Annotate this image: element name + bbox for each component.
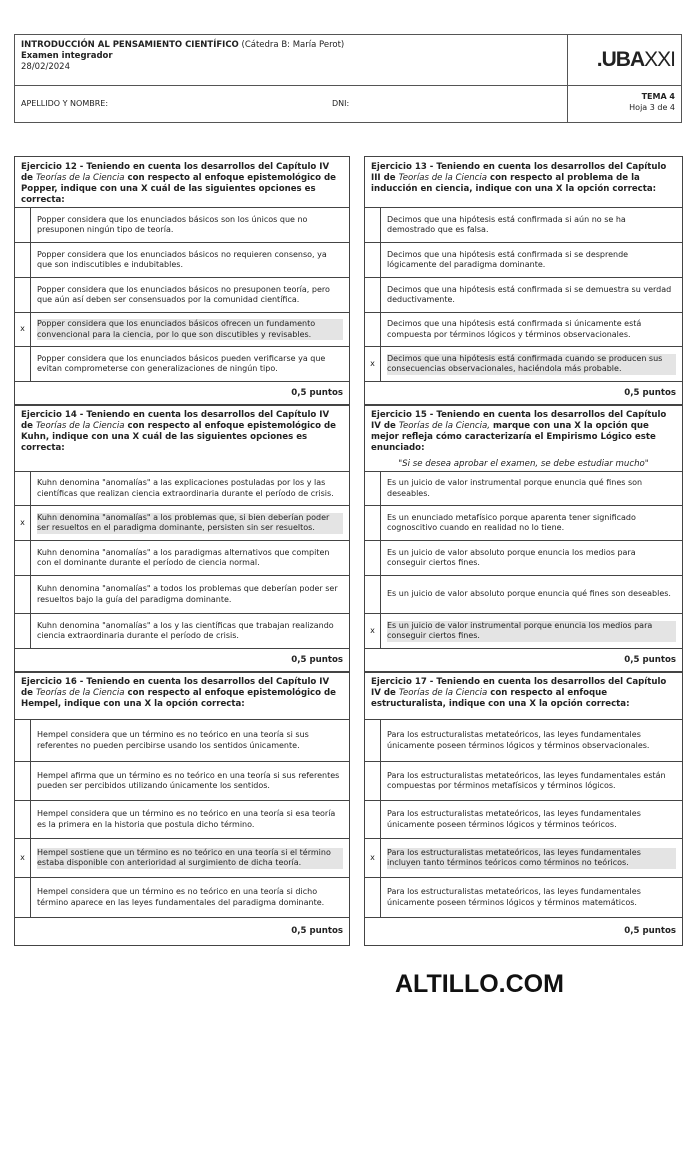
- option-text: Kuhn denomina "anomalías" a todos los problemas que deberían poder ser resueltos bajo la guía del paradigma dominante.: [37, 584, 338, 604]
- option-text: Es un enunciado metafísico porque aparenta tener significado cognoscitivo cuando en realidad no lo tiene.: [387, 512, 636, 532]
- option-text: Kuhn denomina "anomalías" a los paradigmas alternativos que compiten con el dominante durante el período de ciencia normal.: [37, 547, 330, 567]
- option-text: Popper considera que los enunciados básicos pueden verificarse ya que evitan comprometerse con generalizaciones de ningún tipo.: [37, 353, 326, 373]
- course-info: [15, 35, 568, 86]
- option-row[interactable]: [15, 243, 349, 278]
- option-text-cell: [31, 839, 349, 877]
- option-text-cell: [31, 347, 349, 381]
- answer-mark[interactable]: [365, 243, 381, 277]
- option-row[interactable]: [15, 878, 349, 918]
- option-text: Para los estructuralistas metateóricos, las leyes fundamentales únicamente poseen términos lógicos y términos observacionales.: [387, 730, 650, 750]
- answer-mark[interactable]: [15, 801, 31, 838]
- option-text: Decimos que una hipótesis está confirmada si se desprende lógicamente del paradigma dominante.: [387, 249, 629, 269]
- option-text-cell: [31, 878, 349, 917]
- answer-mark[interactable]: [365, 472, 381, 505]
- answer-mark[interactable]: [15, 614, 31, 648]
- option-text-cell: [381, 720, 682, 761]
- answer-mark[interactable]: [365, 878, 381, 917]
- question-text: Ejercicio 15 - Teniendo en cuenta los desarrollos del Capítulo IV de: [371, 410, 667, 431]
- option-text-cell: [31, 720, 349, 761]
- option-text-cell: [381, 576, 682, 613]
- option-text-cell: [31, 614, 349, 648]
- option-row[interactable]: [15, 347, 349, 382]
- exercise-14: [14, 404, 350, 673]
- points: 0,5 puntos: [291, 388, 343, 399]
- answer-mark[interactable]: [365, 762, 381, 800]
- option-text-cell: [31, 208, 349, 242]
- option-row[interactable]: [15, 506, 349, 541]
- answer-mark[interactable]: x: [365, 839, 381, 877]
- option-row[interactable]: [15, 839, 349, 878]
- exercise-17: [364, 671, 683, 946]
- option-text: Decimos que una hipótesis está confirmada si se demuestra su verdad deductivamente.: [387, 284, 672, 304]
- option-text-cell: [381, 801, 682, 838]
- option-text-cell: [31, 576, 349, 613]
- option-text-cell: [31, 313, 349, 346]
- student-fields: [15, 86, 568, 122]
- course-title: INTRODUCCIÓN AL PENSAMIENTO CIENTÍFICO: [21, 40, 239, 50]
- option-text-cell: [381, 839, 682, 877]
- option-row[interactable]: [365, 801, 682, 839]
- answer-mark[interactable]: [365, 313, 381, 346]
- points: 0,5 puntos: [291, 655, 343, 666]
- option-row[interactable]: [15, 541, 349, 576]
- exam-header: [14, 34, 682, 123]
- option-text: Es un juicio de valor absoluto porque enuncia qué fines son deseables.: [387, 589, 671, 599]
- answer-mark[interactable]: [15, 762, 31, 800]
- option-row[interactable]: [15, 472, 349, 506]
- option-text: Es un juicio de valor absoluto porque enuncia los medios para conseguir ciertos fines.: [387, 547, 636, 567]
- option-text-cell: [31, 541, 349, 575]
- option-text-cell: [31, 278, 349, 312]
- book-title: Teorías de la Ciencia: [35, 688, 125, 698]
- option-text: Hempel considera que un término es no teórico en una teoría si dicho término aparece en las leyes fundamentales del paradigma dominante.: [37, 887, 325, 907]
- option-text: Para los estructuralistas metateóricos, las leyes fundamentales incluyen tanto términos teóricos como términos no teóricos.: [387, 848, 676, 869]
- answer-mark[interactable]: [365, 278, 381, 312]
- option-text: Kuhn denomina "anomalías" a los problemas que, si bien deberían poder ser resueltos en el paradigma dominante, persisten sin ser resueltos.: [37, 513, 343, 534]
- exercise-13: [364, 156, 683, 406]
- option-text-cell: [381, 208, 682, 242]
- exercise-16: [14, 671, 350, 946]
- answer-mark[interactable]: [15, 576, 31, 613]
- book-title: Teorías de la Ciencia,: [398, 421, 491, 431]
- option-text: Popper considera que los enunciados básicos no requieren consenso, ya que son indiscutibles e indubitables.: [37, 249, 327, 269]
- option-text: Es un juicio de valor instrumental porque enuncia qué fines son deseables.: [387, 478, 643, 498]
- book-title: Teorías de la Ciencia: [398, 688, 488, 698]
- option-row[interactable]: [365, 576, 682, 614]
- option-row[interactable]: [365, 762, 682, 801]
- question-text: Ejercicio 12 - Teniendo en cuenta los desarrollos del Capítulo IV de: [21, 162, 330, 183]
- quoted-statement: [371, 459, 676, 470]
- question-text: Ejercicio 16 - Teniendo en cuenta los desarrollos del Capítulo IV de: [21, 677, 330, 698]
- option-text: Para los estructuralistas metateóricos, las leyes fundamentales únicamente poseen términos lógicos y términos teóricos.: [387, 809, 641, 829]
- option-text-cell: [381, 472, 682, 505]
- exercise-15: [364, 404, 683, 673]
- book-title: Teorías de la Ciencia: [35, 173, 125, 183]
- watermark: ALTILLO.COM: [395, 970, 564, 998]
- option-text-cell: [381, 313, 682, 346]
- answer-mark[interactable]: x: [15, 839, 31, 877]
- question: [15, 157, 349, 208]
- points: 0,5 puntos: [624, 655, 676, 666]
- answer-mark[interactable]: [15, 278, 31, 312]
- option-row[interactable]: [15, 801, 349, 839]
- option-row[interactable]: [365, 506, 682, 541]
- name-label: APELLIDO Y NOMBRE:: [21, 99, 109, 108]
- option-text-cell: [31, 506, 349, 540]
- uba-xxi-logo: .UBA XXI: [568, 35, 681, 86]
- option-text-cell: [381, 541, 682, 575]
- exam-type: Examen integrador: [21, 51, 113, 61]
- option-row[interactable]: [365, 839, 682, 878]
- question-text-end: con respecto al enfoque estructuralista, indique con una X la opción correcta:: [371, 688, 630, 709]
- option-row[interactable]: [15, 720, 349, 762]
- option-text: Kuhn denomina "anomalías" a los y las científicas que trabajan realizando ciencia extraordinaria durante el período de crisis.: [37, 620, 334, 640]
- answer-mark[interactable]: [15, 243, 31, 277]
- answer-mark[interactable]: [15, 208, 31, 242]
- answer-mark[interactable]: [15, 472, 31, 505]
- dni-label: DNI:: [332, 99, 350, 108]
- option-text-cell: [381, 278, 682, 312]
- question: [365, 157, 682, 208]
- question-text: Ejercicio 17 - Teniendo en cuenta los desarrollos del Capítulo IV de: [371, 677, 667, 698]
- option-row[interactable]: [15, 614, 349, 649]
- option-row[interactable]: [365, 541, 682, 576]
- option-row[interactable]: [15, 278, 349, 313]
- question-text-end: marque con una X la opción que mejor refleja cómo caracterizaría el Empirismo Lógico este enunciado:: [371, 421, 656, 453]
- answer-mark[interactable]: [15, 347, 31, 381]
- question-text: Ejercicio 13 - Teniendo en cuenta los desarrollos del Capítulo III de: [371, 162, 667, 183]
- answer-mark[interactable]: [365, 720, 381, 761]
- book-title: Teorías de la Ciencia: [398, 173, 488, 183]
- option-row[interactable]: [15, 313, 349, 347]
- option-text-cell: [381, 347, 682, 381]
- option-text: Decimos que una hipótesis está confirmada cuando se producen sus consecuencias observacionales, haciéndola más probable.: [387, 354, 676, 375]
- option-text: Hempel considera que un término es no teórico en una teoría si esa teoría es la primera en la historia que postula dicho término.: [37, 809, 336, 829]
- option-row[interactable]: [365, 208, 682, 243]
- option-row[interactable]: [365, 472, 682, 506]
- option-text-cell: [31, 472, 349, 505]
- option-row[interactable]: [15, 576, 349, 614]
- option-text: Es un juicio de valor instrumental porque enuncia los medios para conseguir ciertos fines.: [387, 621, 676, 642]
- question-text: Ejercicio 14 - Teniendo en cuenta los desarrollos del Capítulo IV de: [21, 410, 330, 431]
- option-text: Para los estructuralistas metateóricos, las leyes fundamentales únicamente poseen términos lógicos y términos matemáticos.: [387, 887, 641, 907]
- option-text: Hempel sostiene que un término es no teórico en una teoría si el término estaba disponible con anterioridad al surgimiento de dicha teoría.: [37, 848, 343, 869]
- answer-mark[interactable]: x: [365, 347, 381, 381]
- option-row[interactable]: [365, 278, 682, 313]
- answer-mark[interactable]: [15, 720, 31, 761]
- chair: (Cátedra B: María Perot): [241, 40, 345, 50]
- tema: TEMA 4: [641, 92, 675, 101]
- option-text-cell: [381, 506, 682, 540]
- answer-mark[interactable]: x: [15, 506, 31, 540]
- answer-mark[interactable]: [365, 208, 381, 242]
- answer-mark[interactable]: [365, 576, 381, 613]
- sheet-number: Hoja 3 de 4: [629, 103, 675, 112]
- option-text: Popper considera que los enunciados básicos son los únicos que no presuponen ningún tipo de teoría.: [37, 214, 308, 234]
- option-text: Decimos que una hipótesis está confirmada si aún no se ha demostrado que es falsa.: [387, 214, 626, 234]
- points: 0,5 puntos: [291, 926, 343, 937]
- option-text-cell: [31, 762, 349, 800]
- option-text-cell: [381, 762, 682, 800]
- answer-mark[interactable]: x: [365, 614, 381, 648]
- option-text: Popper considera que los enunciados básicos ofrecen un fundamento convencional para la ciencia, por lo que son discutibles y revisables.: [37, 319, 343, 340]
- answer-mark[interactable]: [15, 541, 31, 575]
- book-title: Teorías de la Ciencia: [35, 421, 125, 431]
- points: 0,5 puntos: [624, 388, 676, 399]
- exam-date: 28/02/2024: [21, 62, 70, 72]
- option-row[interactable]: [15, 208, 349, 243]
- answer-mark[interactable]: [365, 541, 381, 575]
- quote-text: "Si se desea aprobar el examen, se debe estudiar mucho": [398, 459, 649, 469]
- option-text: Hempel considera que un término es no teórico en una teoría si sus referentes no pueden percibirse usando los sentidos únicamente.: [37, 730, 309, 750]
- question: [15, 672, 349, 720]
- option-row[interactable]: [365, 878, 682, 918]
- option-row[interactable]: [365, 243, 682, 278]
- tema-info: [568, 86, 681, 122]
- exercise-12: [14, 156, 350, 406]
- question-text-end: con respecto al enfoque epistemológico de Hempel, indique con una X la opción correcta:: [21, 688, 337, 709]
- option-text: Decimos que una hipótesis está confirmada si únicamente está compuesta por términos lógicos y términos observacionales.: [387, 319, 642, 339]
- option-text-cell: [381, 614, 682, 648]
- answer-mark[interactable]: [15, 878, 31, 917]
- option-text-cell: [31, 801, 349, 838]
- option-row[interactable]: [365, 720, 682, 762]
- option-text: Popper considera que los enunciados básicos no presuponen teoría, pero que aún así deben ser consensuados por la comunidad científica.: [37, 284, 330, 304]
- option-text: Para los estructuralistas metateóricos, las leyes fundamentales están compuestas por términos metafísicos y términos lógicos.: [387, 770, 666, 790]
- answer-mark[interactable]: x: [15, 313, 31, 346]
- option-text: Hempel afirma que un término es no teórico en una teoría si sus referentes pueden ser percibidos utilizando únicamente los sentidos.: [37, 770, 340, 790]
- option-text-cell: [31, 243, 349, 277]
- question: [15, 405, 349, 472]
- option-row[interactable]: [365, 347, 682, 382]
- option-text: Kuhn denomina "anomalías" a las explicaciones postuladas por los y las científicas que realizan ciencia extraordinaria durante el período de crisis.: [37, 478, 334, 498]
- question: [365, 405, 682, 472]
- option-row[interactable]: [365, 614, 682, 649]
- answer-mark[interactable]: [365, 506, 381, 540]
- option-row[interactable]: [365, 313, 682, 347]
- question-text-end: con respecto al problema de la inducción en ciencia, indique con una X la opción correcta:: [371, 173, 657, 194]
- question-text-end: con respecto al enfoque epistemológico de Popper, indique con una X cuál de las siguientes opciones es correcta:: [21, 173, 337, 205]
- option-text-cell: [381, 878, 682, 917]
- question-text-end: con respecto al enfoque epistemológico de Kuhn, indique con una X cuál de las siguientes opciones es correcta:: [21, 421, 337, 453]
- option-row[interactable]: [15, 762, 349, 801]
- question: [365, 672, 682, 720]
- option-text-cell: [381, 243, 682, 277]
- points: 0,5 puntos: [624, 926, 676, 937]
- answer-mark[interactable]: [365, 801, 381, 838]
